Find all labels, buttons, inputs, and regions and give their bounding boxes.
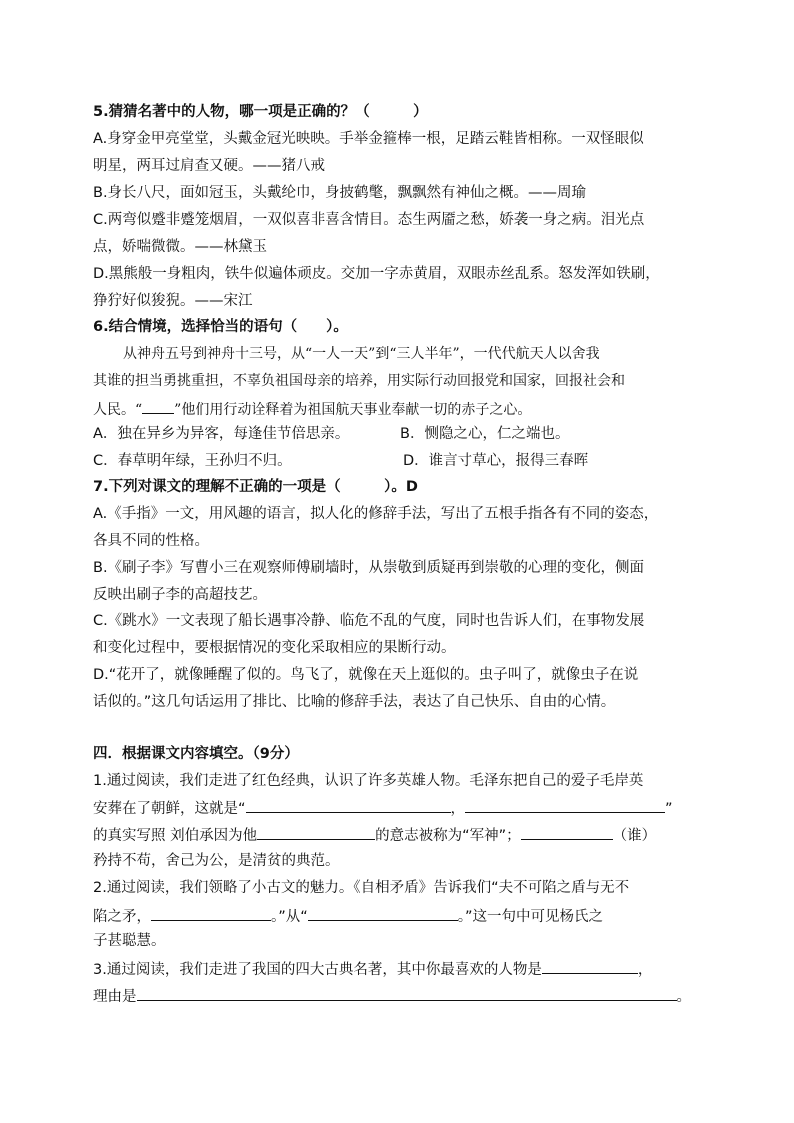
- s4-item2-line2: [93, 905, 603, 927]
- q6-option-a: A．独在异乡为异客，每逢佳节倍思亲。: [93, 426, 350, 442]
- s4-item3-line1-start: 3.通过阅读，我们走进了我国的四大古典名著，其中你最喜欢的人物是: [93, 962, 542, 978]
- s4-item1-line1: 1.通过阅读，我们走进了红色经典，认识了许多英雄人物。毛泽东把自己的爱子毛岸英: [93, 773, 644, 789]
- q7-option-a-line1: A.《手指》一文，用风趣的语言，拟人化的修辞手法，写出了五根手指各有不同的姿态，: [93, 506, 659, 522]
- q5-option-a-line2: 明星，两耳过肩查又硬。——猪八戒: [93, 158, 325, 174]
- s4-item3-line2-start: 理由是: [93, 989, 137, 1005]
- s4-item1-blank-3[interactable]: [257, 824, 375, 840]
- s4-item1-close-quote: ”: [665, 801, 673, 817]
- q7-option-b-line2: 反映出刷子李的高超技艺。: [93, 587, 267, 603]
- q5-option-d-line2: 狰狞好似狻猊。——宋江: [93, 293, 253, 309]
- s4-item2-line2-mid: 。”从“: [271, 909, 308, 925]
- s4-item2-line2-start: 陷之矛，: [93, 909, 151, 925]
- q6-blank[interactable]: [142, 398, 174, 414]
- q5-option-c-line1: C.两弯似蹙非蹙笼烟眉，一双似喜非喜含情目。态生两靥之愁，娇袭一身之病。泪光点: [93, 212, 645, 228]
- question-7-title: 7.下列对课文的理解不正确的一项是（ ）。D: [93, 479, 418, 495]
- question-5-title: 5.猜猜名著中的人物，哪一项是正确的？（ ）: [93, 104, 428, 120]
- s4-item1-line3-end: （谁）: [612, 828, 657, 844]
- s4-item3-line2: [93, 985, 691, 1007]
- s4-item1-line3-mid: 的意志被称为“军神”；: [375, 828, 521, 844]
- s4-item2-line1: 2.通过阅读，我们领略了小古文的魅力。《自相矛盾》告诉我们“夫不可陷之盾与无不: [93, 880, 630, 896]
- q6-passage-line2: 其谁的担当勇挑重担，不辜负祖国母亲的培养，用实际行动回报党和国家，回报社会和: [93, 373, 625, 389]
- question-6-title: 6.结合情境，选择恰当的语句（ ）。: [93, 319, 348, 335]
- q7-option-b-line1: B.《刷子李》写曹小三在观察师傅刷墙时，从崇敬到质疑再到崇敬的心理的变化，侧面: [93, 560, 645, 576]
- s4-item1-blank-4[interactable]: [521, 824, 613, 840]
- s4-item1-blank-2[interactable]: [465, 797, 665, 813]
- s4-item2-blank-1[interactable]: [151, 905, 271, 921]
- q7-option-c-line1: C.《跳水》一文表现了船长遇事冷静、临危不乱的气度，同时也告诉人们，在事物发展: [93, 613, 645, 629]
- s4-item1-line4: 矜持不苟，舍己为公，是清贫的典范。: [93, 853, 340, 869]
- s4-item3-line1: [93, 958, 652, 980]
- s4-item2-blank-2[interactable]: [308, 905, 458, 921]
- s4-item1-line2-start: 安葬在了朝鲜，这就是“: [93, 801, 246, 817]
- q6-passage-line3-end: ”他们用行动诠释着为祖国航天事业奉献一切的赤子之心。: [174, 402, 532, 418]
- s4-item1-line2: [93, 797, 673, 819]
- q6-option-b: B．恻隐之心，仁之端也。: [400, 426, 570, 442]
- s4-item1-comma: ，: [450, 801, 466, 817]
- s4-item3-period: 。: [676, 989, 691, 1005]
- s4-item1-blank-1[interactable]: [246, 797, 451, 813]
- q5-option-d-line1: D.黑熊般一身粗肉，铁牛似遍体顽皮。交加一字赤黄眉，双眼赤丝乱系。怒发浑如铁刷，: [93, 266, 660, 282]
- s4-item3-comma: ，: [637, 962, 653, 978]
- s4-item3-blank-2[interactable]: [137, 985, 677, 1001]
- q6-option-c: C．春草明年绿，王孙归不归。: [93, 453, 292, 469]
- q6-passage-line3: [93, 398, 531, 420]
- q5-option-a-line1: A.身穿金甲亮堂堂，头戴金冠光映映。手举金箍棒一根，足踏云鞋皆相称。一双怪眼似: [93, 131, 644, 147]
- section-4-title: 四．根据课文内容填空。（9分）: [93, 746, 299, 762]
- s4-item3-blank-1[interactable]: [542, 958, 638, 974]
- q5-option-c-line2: 点，娇喘微微。——林黛玉: [93, 239, 267, 255]
- q6-passage-line3-start: 人民。“: [93, 402, 143, 418]
- q7-option-a-line2: 各具不同的性格。: [93, 533, 209, 549]
- s4-item2-line2-end: 。”这一句中可见杨氏之: [457, 909, 604, 925]
- s4-item1-line3: [93, 824, 656, 846]
- s4-item1-line3-start: 的真实写照 刘伯承因为他: [93, 828, 258, 844]
- q7-option-d-line1: D.“花开了，就像睡醒了似的。鸟飞了，就像在天上逛似的。虫子叫了，就像虫子在说: [93, 667, 639, 683]
- q5-option-b: B.身长八尺，面如冠玉，头戴纶巾，身披鹤氅，飘飘然有神仙之概。——周瑜: [93, 185, 587, 201]
- s4-item2-line3: 子甚聪慧。: [93, 933, 166, 949]
- q7-option-c-line2: 和变化过程中，要根据情况的变化采取相应的果断行动。: [93, 640, 456, 656]
- q6-option-d: D．谁言寸草心，报得三春晖: [403, 453, 589, 469]
- q7-option-d-line2: 话似的。”这几句话运用了排比、比喻的修辞手法，表达了自己快乐、自由的心情。: [93, 694, 616, 710]
- q6-passage-line1: 从神舟五号到神舟十三号，从“一人一天”到“三人半年”，一代代航天人以舍我: [123, 346, 600, 362]
